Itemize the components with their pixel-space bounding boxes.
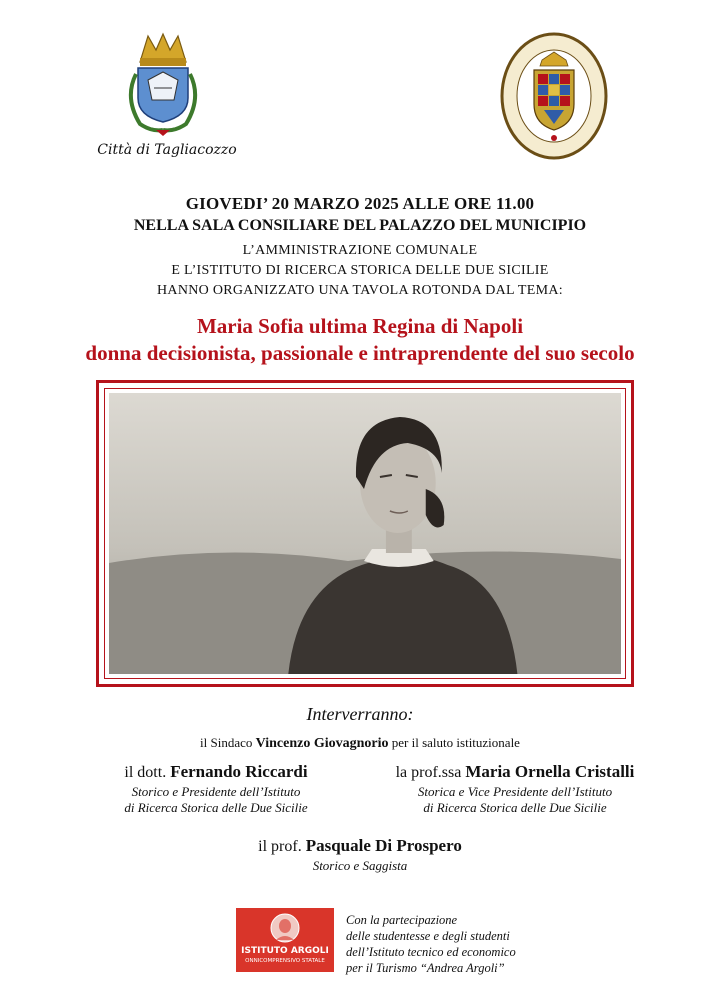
speaker-role-line: di Ricerca Storica delle Due Sicilie: [124, 800, 308, 815]
speaker-title: il dott.: [124, 764, 167, 781]
organizer-line: E L’ISTITUTO DI RICERCA STORICA DELLE DUE SICILIE: [171, 263, 549, 278]
mayor-suffix: per il saluto istituzionale: [391, 735, 520, 750]
event-date-line: GIOVEDI’ 20 MARZO 2025 ALLE ORE 11.00: [185, 194, 535, 213]
speaker-name: Pasquale Di Prospero: [305, 836, 462, 855]
institute-seal-logo: [498, 30, 610, 162]
speakers-heading: Interverranno:: [306, 704, 414, 724]
partner-text-line: Con la partecipazione: [346, 913, 458, 927]
partner-logo-title: ISTITUTO ARGOLI: [241, 946, 329, 956]
speaker-right: [370, 762, 660, 782]
city-coat-of-arms: [118, 30, 208, 140]
organizer-line: L’AMMINISTRAZIONE COMUNALE: [242, 243, 478, 258]
theme-subtitle: donna decisionista, passionale e intraprendente del suo secolo: [85, 341, 635, 365]
speaker-role-line: di Ricerca Storica delle Due Sicilie: [423, 800, 607, 815]
theme-title: Maria Sofia ultima Regina di Napoli: [196, 314, 524, 338]
mayor-line: [0, 735, 720, 752]
speaker-title: il prof.: [258, 838, 302, 855]
partner-text-line: delle studentesse e degli studenti: [346, 929, 510, 943]
partner-text-line: dell’Istituto tecnico ed economico: [346, 945, 516, 959]
city-name: Città di Tagliacozzo: [97, 142, 237, 158]
speaker-role-line: Storica e Vice Presidente dell’Istituto: [417, 784, 613, 799]
partner-logo-subtitle: ONNICOMPRENSIVO STATALE: [245, 958, 325, 964]
istituto-argoli-logo: [236, 908, 334, 972]
speaker-left: [96, 762, 336, 782]
mayor-prefix: il Sindaco: [200, 735, 253, 750]
partner-text: [346, 912, 586, 976]
partner-text-line: per il Turismo “Andrea Argoli”: [346, 961, 505, 975]
portrait-frame: [96, 380, 634, 687]
speaker-third-role: Storico e Saggista: [312, 858, 408, 873]
event-venue-line: NELLA SALA CONSILIARE DEL PALAZZO DEL MUNICIPIO: [133, 217, 587, 234]
speaker-third: [0, 836, 720, 856]
speaker-role-line: Storico e Presidente dell’Istituto: [131, 784, 301, 799]
speaker-title: la prof.ssa: [395, 764, 462, 781]
portrait-photo: [109, 393, 621, 674]
speaker-name: Maria Ornella Cristalli: [465, 762, 635, 781]
speaker-right-role: [370, 784, 660, 816]
organizer-line: HANNO ORGANIZZATO UNA TAVOLA ROTONDA DAL TEMA:: [157, 283, 563, 298]
speaker-name: Fernando Riccardi: [170, 762, 308, 781]
mayor-name: Vincenzo Giovagnorio: [255, 736, 389, 751]
speaker-left-role: [96, 784, 336, 816]
